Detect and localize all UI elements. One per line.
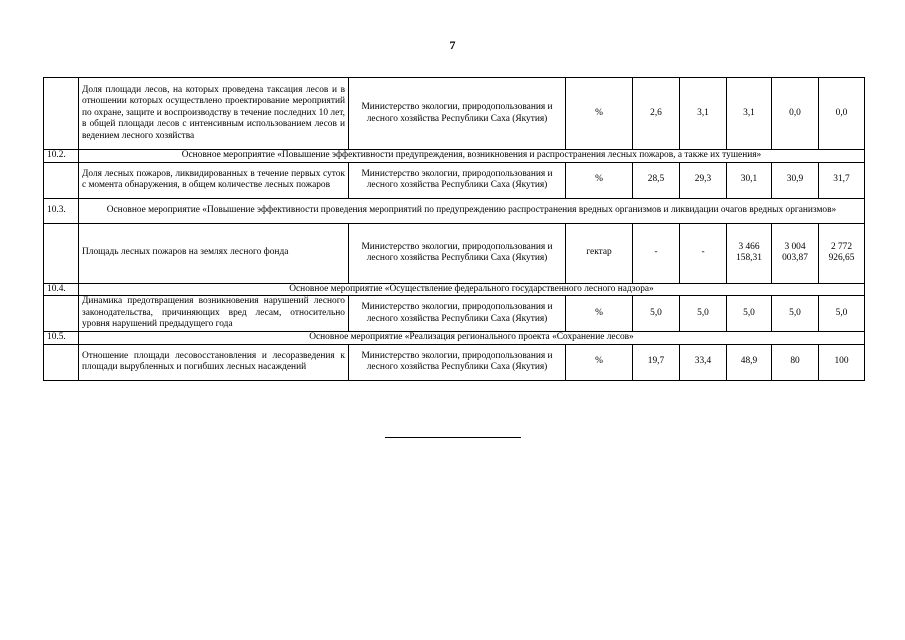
value-cell: 3 466 158,31 [727, 223, 772, 283]
section-title: Основное мероприятие «Осуществление федерального государственного лесного надзора» [79, 283, 865, 296]
value-cell: 31,7 [819, 162, 865, 198]
indicator-name: Площадь лесных пожаров на землях лесного фонда [79, 223, 349, 283]
section-row [44, 150, 865, 163]
unit-of-measure: % [566, 344, 633, 380]
indicator-name: Динамика предотвращения возникновения нарушений лесного законодательства, причиняющих вред лесам, относительно уровня нарушений предыдущего года [79, 296, 349, 332]
end-rule [385, 437, 521, 438]
value-cell: 5,0 [727, 296, 772, 332]
value-cell: 28,5 [633, 162, 680, 198]
value-cell: 5,0 [772, 296, 819, 332]
value-cell: 19,7 [633, 344, 680, 380]
value-cell: 30,1 [727, 162, 772, 198]
unit-of-measure: % [566, 162, 633, 198]
row-number [44, 223, 79, 283]
value-cell: 3 004 003,87 [772, 223, 819, 283]
responsible-ministry: Министерство экологии, природопользования и лесного хозяйства Республики Саха (Якутия) [349, 223, 566, 283]
section-row [44, 283, 865, 296]
section-row [44, 332, 865, 345]
row-number: 10.2. [44, 150, 79, 163]
indicator-name: Отношение площади лесовосстановления и лесоразведения к площади вырубленных и погибших лесных насаждений [79, 344, 349, 380]
row-number [44, 344, 79, 380]
section-row [44, 198, 865, 223]
value-cell: - [680, 223, 727, 283]
value-cell: 5,0 [819, 296, 865, 332]
value-cell: 29,3 [680, 162, 727, 198]
value-cell: 33,4 [680, 344, 727, 380]
value-cell: - [633, 223, 680, 283]
value-cell: 3,1 [680, 78, 727, 150]
indicator-name: Доля лесных пожаров, ликвидированных в течение первых суток с момента обнаружения, в общем количестве лесных пожаров [79, 162, 349, 198]
indicator-row [44, 223, 865, 283]
indicator-row [44, 78, 865, 150]
responsible-ministry: Министерство экологии, природопользования и лесного хозяйства Республики Саха (Якутия) [349, 296, 566, 332]
indicator-name: Доля площади лесов, на которых проведена таксация лесов и в отношении которых осуществлено проектирование мероприятий по охране, защите и воспроизводству в течение последних 10 лет, в общей площади лесов с интенсивным использованием лесов и ведением лесного хозяйства [79, 78, 349, 150]
unit-of-measure: % [566, 78, 633, 150]
indicator-row [44, 296, 865, 332]
responsible-ministry: Министерство экологии, природопользования и лесного хозяйства Республики Саха (Якутия) [349, 162, 566, 198]
section-title: Основное мероприятие «Реализация регионального проекта «Сохранение лесов» [79, 332, 865, 345]
unit-of-measure: % [566, 296, 633, 332]
row-number: 10.4. [44, 283, 79, 296]
value-cell: 100 [819, 344, 865, 380]
value-cell: 80 [772, 344, 819, 380]
row-number: 10.3. [44, 198, 79, 223]
value-cell: 3,1 [727, 78, 772, 150]
value-cell: 0,0 [819, 78, 865, 150]
row-number [44, 162, 79, 198]
page-number: 7 [449, 38, 456, 52]
value-cell: 2,6 [633, 78, 680, 150]
value-cell: 5,0 [633, 296, 680, 332]
value-cell: 30,9 [772, 162, 819, 198]
indicator-row [44, 162, 865, 198]
responsible-ministry: Министерство экологии, природопользования и лесного хозяйства Республики Саха (Якутия) [349, 78, 566, 150]
value-cell: 0,0 [772, 78, 819, 150]
indicator-row [44, 344, 865, 380]
row-number: 10.5. [44, 332, 79, 345]
value-cell: 48,9 [727, 344, 772, 380]
value-cell: 2 772 926,65 [819, 223, 865, 283]
section-title: Основное мероприятие «Повышение эффективности проведения мероприятий по предупреждению распространения вредных организмов и ликвидации очагов вредных организмов» [79, 198, 865, 223]
section-title: Основное мероприятие «Повышение эффективности предупреждения, возникновения и распространения лесных пожаров, а также их тушения» [79, 150, 865, 163]
unit-of-measure: гектар [566, 223, 633, 283]
value-cell: 5,0 [680, 296, 727, 332]
responsible-ministry: Министерство экологии, природопользования и лесного хозяйства Республики Саха (Якутия) [349, 344, 566, 380]
row-number [44, 78, 79, 150]
row-number [44, 296, 79, 332]
indicators-table [43, 77, 865, 381]
